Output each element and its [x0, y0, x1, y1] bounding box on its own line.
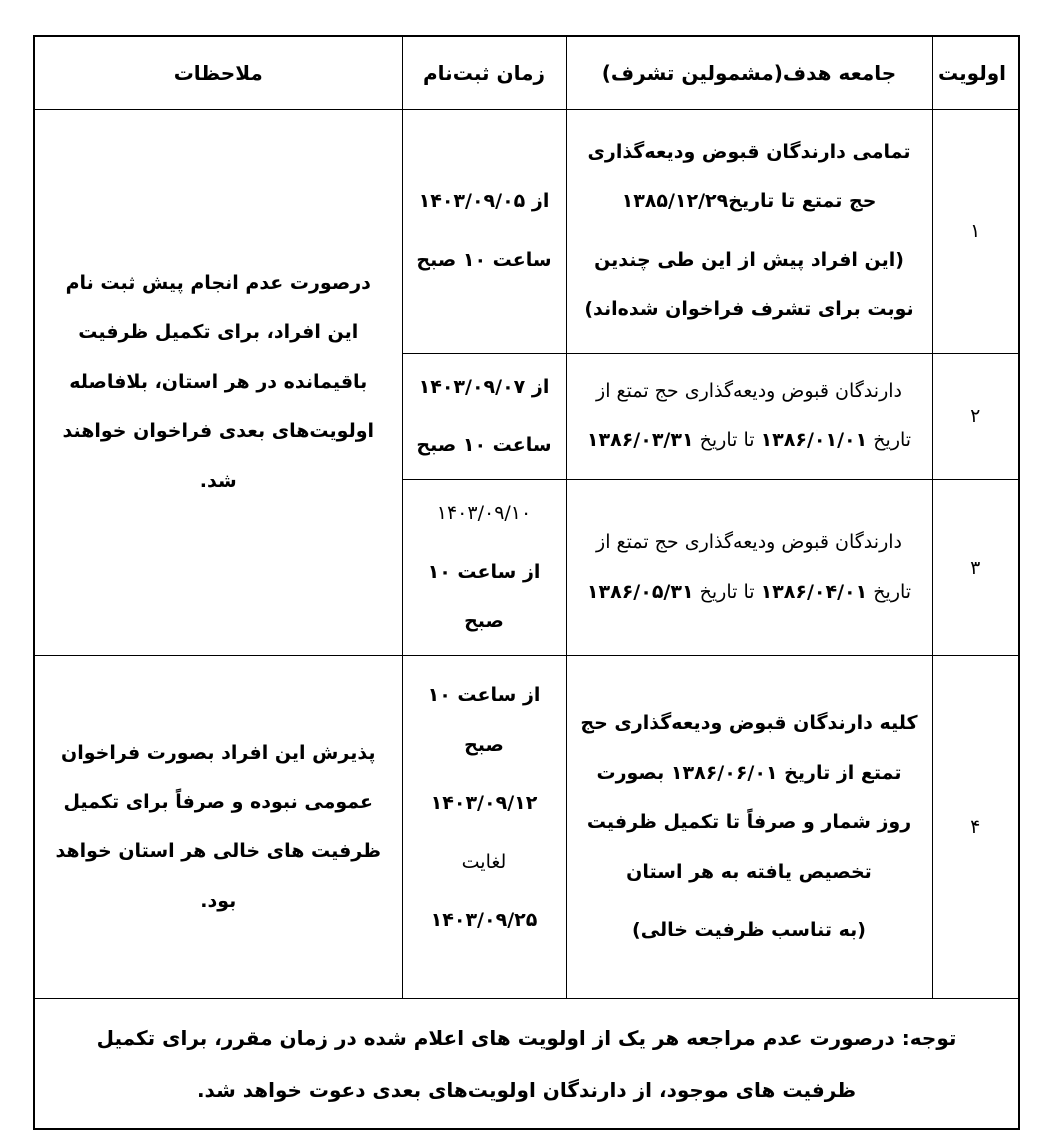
footer-note-row: [34, 999, 1019, 1129]
priority-table: [33, 35, 1020, 1130]
notes-rows-1-3-text: درصورت عدم انجام پیش ثبت نام این افراد، برای تکمیل ظرفیت باقیمانده در هر استان، بلافاصله اولویت‌های بعدی فراخوان خواهند شد.: [62, 272, 375, 492]
target-4-paragraph-2: (به تناسب ظرفیت خالی): [632, 919, 866, 942]
target-cell-4: [566, 656, 932, 999]
footer-note-cell: [34, 999, 1019, 1129]
time-4-line-1: از ساعت ۱۰ صبح: [427, 684, 541, 756]
target-4-paragraph-1: کلیه دارندگان قبوض ودیعه‌گذاری حج تمتع از تاریخ ۱۳۸۶/۰۶/۰۱ بصورت روز شمار و صرفاً تا تکمیل ظرفیت تخصیص یافته به هر استان: [580, 712, 918, 883]
time-cell-1: [402, 109, 566, 353]
time-1-line-2: ساعت ۱۰ صبح: [416, 248, 552, 271]
time-cell-2: [402, 353, 566, 480]
target-3-date-start: ۱۳۸۶/۰۴/۰۱: [760, 580, 868, 603]
target-2-middle: تا تاریخ: [693, 429, 761, 452]
target-2-date-end: ۱۳۸۶/۰۳/۳۱: [586, 429, 694, 452]
row-priority-1: [34, 109, 1019, 353]
row-priority-4: [34, 656, 1019, 999]
target-3-paragraph: [579, 518, 920, 617]
time-2-line-2: ساعت ۱۰ صبح: [416, 433, 552, 456]
time-4-line-4: ۱۴۰۳/۰۹/۲۵: [430, 909, 538, 932]
notes-cell-rows-1-3: [34, 109, 402, 656]
footer-note-text: توجه: درصورت عدم مراجعه هر یک از اولویت های اعلام شده در زمان مقرر، برای تکمیل ظرفیت های موجود، از دارندگان اولویت‌های بعدی دعوت خواهد شد.: [96, 1025, 957, 1102]
target-cell-3: [566, 480, 932, 656]
time-1-line-1: از ۱۴۰۳/۰۹/۰۵: [418, 190, 550, 213]
time-cell-3: [402, 480, 566, 656]
time-4-line-3: لغایت: [461, 850, 507, 873]
time-cell-4: [402, 656, 566, 999]
target-cell-1: [566, 109, 932, 353]
time-4-line-2: ۱۴۰۳/۰۹/۱۲: [430, 792, 538, 815]
target-2-date-start: ۱۳۸۶/۰۱/۰۱: [760, 429, 868, 452]
target-1-paragraph-1: تمامی دارندگان قبوض ودیعه‌گذاری حج تمتع تا تاریخ۱۳۸۵/۱۲/۲۹: [587, 140, 911, 213]
notes-cell-row-4: [34, 656, 402, 999]
header-time: زمان ثبت‌نام: [402, 36, 566, 109]
target-2-paragraph: [579, 367, 920, 466]
header-notes: ملاحظات: [34, 36, 402, 109]
time-3-line-2: از ساعت ۱۰ صبح: [427, 560, 541, 633]
priority-cell-4: ۴: [932, 656, 1019, 999]
header-priority: اولویت: [932, 36, 1019, 109]
target-2-prefix: دارندگان قبوض ودیعه‌گذاری حج تمتع از تاریخ: [596, 380, 912, 452]
notes-row-4-text: پذیرش این افراد بصورت فراخوان عمومی نبوده و صرفاً برای تکمیل ظرفیت های خالی هر استان خواهد بود.: [55, 741, 382, 912]
priority-cell-3: ۳: [932, 480, 1019, 656]
priority-cell-1: ۱: [932, 109, 1019, 353]
target-1-paragraph-2: (این افراد پیش از این طی چندین نوبت برای تشرف فراخوان شده‌اند): [584, 248, 914, 320]
target-cell-2: [566, 353, 932, 480]
time-2-line-1: از ۱۴۰۳/۰۹/۰۷: [418, 375, 550, 398]
header-target: جامعه هدف(مشمولین تشرف): [566, 36, 932, 109]
target-3-middle: تا تاریخ: [693, 580, 761, 603]
target-3-prefix: دارندگان قبوض ودیعه‌گذاری حج تمتع از تاریخ: [596, 531, 912, 603]
priority-cell-2: ۲: [932, 353, 1019, 480]
target-3-date-end: ۱۳۸۶/۰۵/۳۱: [586, 580, 694, 603]
header-row: [34, 36, 1019, 109]
time-3-line-1: ۱۴۰۳/۰۹/۱۰: [436, 502, 532, 525]
